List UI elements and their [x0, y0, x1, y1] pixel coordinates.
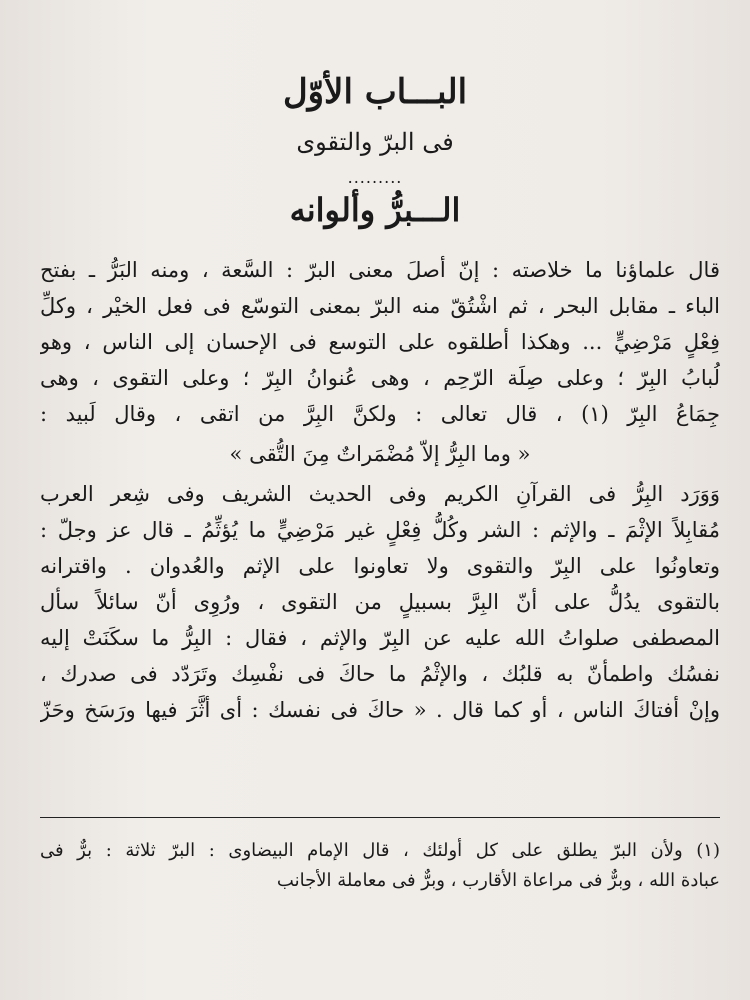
- footnote-line: عبادة الله ، وبرٌّ فى مراعاة الأقارب ، وبرٌّ فى معاملة الأجانب: [276, 870, 720, 891]
- chapter-subtitle: فى البرّ والتقوى: [296, 128, 454, 156]
- text-line: نفسُك واطمأنّ به قلبُك ، والإثْمُ ما حاكَ فى نفْسِك وتَرَدّد فى صدرك ،: [40, 662, 720, 686]
- text-line: مُقابِلاً الإثْمَ ـ والإثم : الشر وكُلُّ فِعْلٍ غير مَرْضِيٍّ ما يُؤثِّمُ ـ قال عز وجلّ :: [40, 518, 720, 542]
- text-line: فِعْلٍ مَرْضِيٍّ ... وهكذا أطلقوه على التوسع فى الإحسان إلى الناس ، وهو: [40, 330, 720, 354]
- text-line: الباء ـ مقابل البحر ، ثم اشْتُقّ منه البرّ بمعنى التوسّع فى فعل الخيْر ، وكلِّ: [40, 294, 720, 318]
- text-line: لُبابُ البِرّ ؛ وعلى صِلَة الرّحِم ، وهى عُنوانُ البِرّ ؛ وعلى التقوى ، وهى: [40, 366, 720, 390]
- text-line: بالتقوى يدُلُّ على أنّ البِرَّ بسبيلٍ من التقوى ، ورُوِى أنّ سائلاً سأل: [40, 590, 720, 614]
- footnote: [40, 836, 720, 896]
- footnote-line: (١) ولأن البرّ يطلق على كل أولئك ، قال الإمام البيضاوى : البرّ ثلاثة : برٌّ فى: [40, 840, 720, 861]
- text-line: جِمَاعُ البِرّ (١) ، قال تعالى : ولكنَّ البِرَّ من اتقى ، وقال لَبيد :: [40, 402, 720, 426]
- text-line: وإنْ أفتاكَ الناس ، أو كما قال . « حاكَ فى نفسك : أى أثَّرَ فيها ورَسَخ وحَزّ: [40, 698, 720, 722]
- poetry-verse: « وما البِرُّ إلاّ مُضْمَراتٌ مِنَ التُّقى »: [229, 442, 531, 466]
- section-title: الـــبرُّ وألوانه: [289, 191, 461, 229]
- text-line: قال علماؤنا ما خلاصته : إنّ أصلَ معنى البرّ : السَّعة ، ومنه البَرُّ ـ بفتح: [40, 258, 720, 282]
- footnote-separator: [40, 817, 720, 818]
- title-divider: .........: [347, 168, 403, 187]
- text-line: المصطفى صلواتُ الله عليه عن البِرّ والإثم ، فقال : البِرُّ ما سكَنَتْ إليه: [40, 626, 720, 650]
- text-line: وَوَرَد البِرُّ فى القرآنِ الكريم وفى الحديث الشريف وفى شِعر العرب: [40, 482, 720, 506]
- chapter-title: البـــاب الأوّل: [282, 72, 468, 112]
- main-text: [40, 252, 720, 728]
- text-line: وتعاونُوا على البِرّ والتقوى ولا تعاونوا على الإثم والعُدوان . واقترانه: [40, 554, 720, 578]
